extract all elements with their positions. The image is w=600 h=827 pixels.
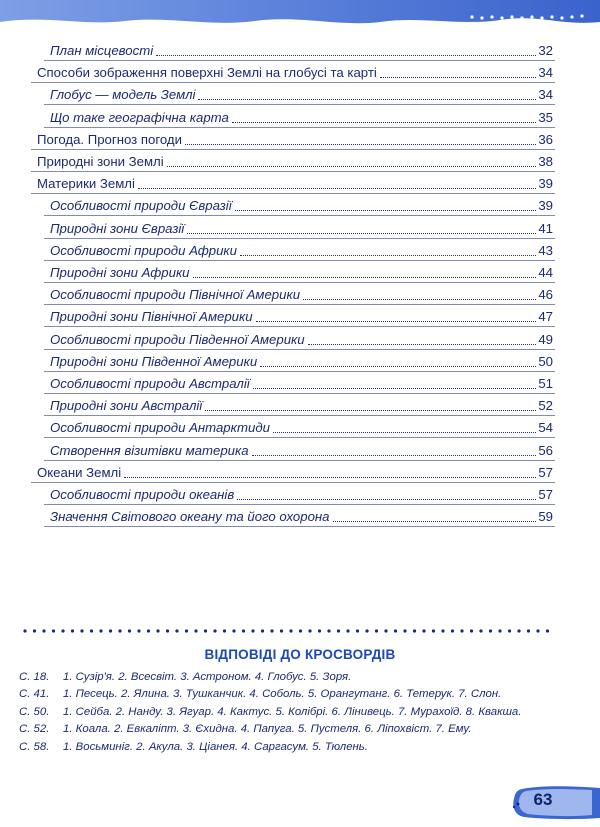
toc-entry-page: 57 — [538, 464, 553, 480]
toc-row-rule — [31, 193, 555, 194]
toc-dot-leader — [260, 356, 536, 367]
toc-dot-leader — [237, 489, 536, 500]
toc-entry-page: 34 — [538, 87, 553, 103]
toc-entry-title: План місцевості — [50, 43, 154, 58]
toc-row-rule — [44, 260, 555, 261]
toc-entry-title: Природні зони Австралії — [50, 398, 203, 414]
toc-row-rule — [44, 60, 555, 61]
toc-entry[interactable] — [50, 243, 553, 259]
toc-entry-page: 50 — [538, 353, 553, 369]
toc-dot-leader — [138, 178, 536, 189]
answer-page-ref: С. 58. — [19, 740, 50, 753]
toc-row-rule — [44, 371, 555, 372]
toc-dot-leader — [273, 422, 536, 433]
answer-text: 1. Коала. 2. Евкаліпт. 3. Єхидна. 4. Папуга. 5. Пустеля. 6. Ліпохвіст. 7. Ему. — [63, 723, 472, 736]
toc-entry[interactable] — [50, 398, 553, 414]
toc-entry-page: 54 — [538, 420, 553, 436]
toc-entry-page: 57 — [538, 487, 553, 502]
toc-dot-leader — [156, 45, 536, 56]
toc-entry-title: Природні зони Євразії — [50, 220, 185, 236]
toc-entry[interactable] — [50, 376, 553, 392]
dotted-separator — [22, 628, 552, 634]
toc-entry-title: Способи зображення поверхні Землі на глобусі та карті — [37, 65, 377, 81]
toc-entry[interactable] — [50, 110, 553, 126]
toc-dot-leader — [167, 156, 537, 167]
toc-row-rule — [44, 282, 555, 283]
toc-entry-title: Особливості природи Африки — [50, 242, 237, 258]
toc-dot-leader — [185, 134, 536, 145]
toc-entry-page: 59 — [538, 509, 553, 525]
answer-row — [19, 670, 351, 684]
toc-row-rule — [31, 82, 555, 83]
toc-row-rule — [31, 149, 555, 150]
answer-row — [19, 740, 368, 754]
toc-entry-title: Природні зони Північної Америки — [50, 309, 253, 325]
toc-entry-title: Що таке географічна карта — [50, 109, 229, 125]
toc-dot-leader — [193, 267, 537, 278]
toc-entry[interactable] — [50, 443, 553, 459]
toc-entry-page: 52 — [538, 398, 553, 414]
toc-entry-page: 41 — [538, 220, 553, 236]
toc-dot-leader — [252, 445, 537, 456]
answer-row — [19, 705, 521, 719]
toc-entry-title: Глобус — модель Землі — [50, 87, 196, 103]
toc-entry[interactable] — [50, 87, 553, 103]
answers-heading: ВІДПОВІДІ ДО КРОСВОРДІВ — [204, 647, 396, 662]
toc-row-rule — [44, 238, 555, 239]
toc-entry-title: Природні зони Південної Америки — [50, 353, 258, 369]
toc-entry-page: 32 — [538, 43, 553, 58]
toc-row-rule — [44, 437, 555, 438]
toc-row-rule — [31, 482, 555, 483]
toc-entry[interactable] — [37, 154, 553, 170]
toc-entry[interactable] — [37, 65, 553, 81]
toc-row-rule — [44, 127, 555, 128]
toc-row-rule — [44, 215, 555, 216]
toc-row-rule — [44, 304, 555, 305]
answer-page-ref: С. 41. — [19, 688, 50, 701]
toc-dot-leader — [253, 378, 537, 389]
answer-row — [19, 722, 471, 736]
toc-entry[interactable] — [50, 354, 553, 370]
toc-entry[interactable] — [50, 332, 553, 348]
toc-entry[interactable] — [37, 465, 553, 481]
toc-dot-leader — [235, 200, 537, 211]
answer-text: 1. Сейба. 2. Нанду. 3. Ягуар. 4. Кактус. 5. Колібрі. 6. Лінивець. 7. Мурахоїд. 8. Квакша. — [63, 705, 522, 718]
toc-row-rule — [44, 326, 555, 327]
toc-row-rule — [44, 415, 555, 416]
toc-row-rule — [44, 349, 555, 350]
toc-entry-page: 43 — [538, 242, 553, 258]
toc-row-rule — [44, 504, 555, 505]
toc-entry-title: Природні зони Землі — [37, 154, 164, 169]
toc-dot-leader — [303, 289, 536, 300]
toc-dot-leader — [124, 467, 536, 478]
toc-entry-title: Особливості природи Євразії — [50, 198, 232, 214]
toc-dot-leader — [308, 334, 537, 345]
toc-entry-title: Значення Світового океану та його охорона — [50, 509, 330, 525]
toc-entry-page: 35 — [538, 109, 553, 125]
answer-page-ref: С. 52. — [19, 723, 50, 736]
toc-dot-leader — [187, 223, 536, 234]
toc-row-rule — [44, 460, 555, 461]
toc-entry[interactable] — [50, 198, 553, 214]
toc-entry-page: 36 — [538, 131, 553, 147]
toc-entry-page: 34 — [538, 65, 553, 81]
toc-entry-title: Погода. Прогноз погоди — [37, 131, 182, 147]
toc-dot-leader — [198, 89, 536, 100]
toc-dot-leader — [380, 67, 537, 78]
toc-entry[interactable] — [37, 132, 553, 148]
toc-dot-leader — [333, 511, 537, 522]
toc-entry-page: 39 — [538, 198, 553, 214]
toc-entry-page: 38 — [538, 154, 553, 169]
toc-entry-title: Особливості природи Австралії — [50, 376, 250, 391]
toc-entry[interactable] — [50, 309, 553, 325]
toc-entry-title: Особливості природи Південної Америки — [50, 331, 305, 347]
page-number: 63 — [533, 790, 553, 809]
answer-page-ref: С. 50. — [19, 705, 50, 718]
toc-entry[interactable] — [37, 176, 553, 192]
toc-dot-leader — [232, 112, 536, 123]
toc-entry-title: Материки Землі — [37, 176, 135, 192]
toc-entry-page: 46 — [538, 287, 553, 303]
toc-dot-leader — [256, 311, 537, 322]
toc-entry-page: 39 — [538, 176, 553, 192]
toc-entry[interactable] — [50, 487, 553, 503]
toc-entry-title: Створення візитівки материка — [50, 442, 249, 458]
toc-entry[interactable] — [50, 43, 553, 59]
answer-text: 1. Восьминіг. 2. Акула. 3. Ціанея. 4. Саргасум. 5. Тюлень. — [63, 740, 368, 753]
toc-entry-page: 51 — [538, 376, 553, 391]
top-decorative-band — [0, 0, 600, 34]
toc-entry-title: Океани Землі — [37, 464, 122, 480]
toc-entry-title: Особливості природи океанів — [50, 487, 235, 502]
toc-row-rule — [44, 104, 555, 105]
toc-entry-page: 56 — [538, 442, 553, 458]
toc-entry-page: 49 — [538, 331, 553, 347]
toc-row-rule — [44, 393, 555, 394]
answer-page-ref: С. 18. — [19, 671, 50, 683]
toc-dot-leader — [205, 400, 536, 411]
answer-text: 1. Сузір'я. 2. Всесвіт. 3. Астроном. 4. Глобус. 5. Зоря. — [63, 671, 352, 683]
toc-entry[interactable] — [50, 287, 553, 303]
toc-entry-title: Особливості природи Північної Америки — [50, 287, 301, 303]
toc-entry-title: Природні зони Африки — [50, 265, 190, 280]
toc-dot-leader — [240, 245, 536, 256]
toc-entry[interactable] — [50, 420, 553, 436]
answer-text: 1. Песець. 2. Ялина. 3. Тушканчик. 4. Соболь. 5. Орангутанг. 6. Тетерук. 7. Слон. — [63, 688, 502, 701]
toc-entry[interactable] — [50, 221, 553, 237]
toc-entry[interactable] — [50, 265, 553, 281]
toc-row-rule — [44, 526, 555, 527]
toc-entry-page: 44 — [538, 265, 553, 280]
toc-entry-page: 47 — [538, 309, 553, 325]
toc-entry-title: Особливості природи Антарктиди — [50, 420, 270, 436]
toc-row-rule — [31, 171, 555, 172]
toc-entry[interactable] — [50, 509, 553, 525]
answer-row — [19, 687, 501, 701]
